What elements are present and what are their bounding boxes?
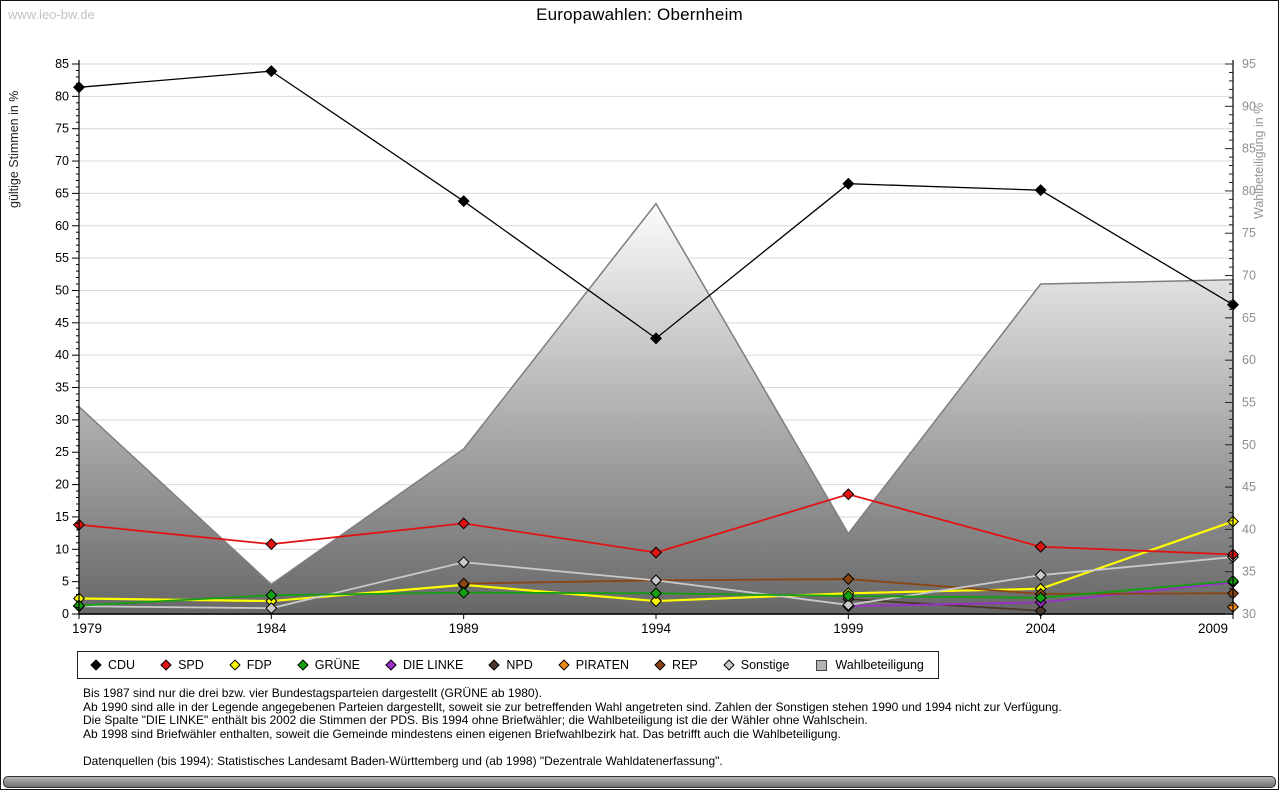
y-left-tick-label: 85 [55,57,69,71]
x-tick-label: 2009 [1197,621,1229,636]
chart-footnotes [83,687,1062,769]
y-right-tick-label: 70 [1242,268,1256,283]
footnote-line: Ab 1990 sind alle in der Legende angegebenen Parteien dargestellt, soweit sie zur betreffenden Wahl angetreten sind. Zahlen der Sonstigen stehen 1990 und 1994 nicht zur Verfügung. [83,699,1062,714]
y-right-tick-label: 30 [1242,607,1256,621]
y-left-tick-label: 75 [55,121,69,136]
legend-diamond-marker [489,659,500,670]
y-right-tick-label: 75 [1242,226,1256,241]
y-left-tick-label: 60 [55,218,69,233]
legend-diamond-marker [90,659,101,670]
legend-item-die-linke [387,658,463,672]
horizontal-scrollbar[interactable] [3,776,1276,788]
x-tick-label: 1984 [256,621,287,636]
legend-label: Sonstige [740,658,790,672]
legend-label: PIRATEN [575,658,630,672]
x-tick-label: 1999 [833,621,864,636]
legend-label: REP [672,658,698,672]
legend-item-fdp [231,658,272,672]
y-left-tick-label: 45 [55,315,69,330]
y-right-tick-label: 45 [1242,480,1256,495]
y-right-tick-label: 55 [1242,395,1256,410]
legend-label: DIE LINKE [402,658,464,672]
legend-item-grüne [299,658,360,672]
y-left-tick-label: 50 [55,283,69,298]
page-title: Europawahlen: Obernheim [536,5,743,24]
y-left-tick-label: 30 [55,412,69,427]
y-left-tick-label: 5 [62,574,69,589]
legend-square-marker [816,660,827,671]
y-left-tick-label: 70 [55,154,69,169]
legend-label: SPD [178,658,204,672]
data-source-line: Datenquellen (bis 1994): Statistisches Landesamt Baden-Württemberg und (ab 1998) "Dezentrale Wahldatenerfassung". [83,754,723,768]
y-right-tick-label: 80 [1242,183,1256,198]
x-tick-label: 1979 [71,621,103,636]
y-left-tick-label: 40 [55,348,69,363]
legend-item-npd [490,658,532,672]
legend-diamond-marker [654,659,665,670]
y-left-tick-label: 65 [55,186,69,201]
legend-label: FDP [246,658,272,672]
legend-item-rep [656,658,698,672]
x-tick-label: 1994 [640,621,672,636]
legend-diamond-marker [723,659,734,670]
y-right-tick-label: 95 [1242,57,1256,71]
y-left-tick-label: 80 [55,89,69,104]
election-line-chart [1,1,1278,645]
left-axis-title: gültige Stimmen in % [7,90,21,208]
y-right-tick-label: 85 [1242,141,1256,156]
footnote-line: Bis 1987 sind nur die drei bzw. vier Bundestagsparteien dargestellt (GRÜNE ab 1980). [83,686,542,700]
legend-label: CDU [108,658,136,672]
legend-diamond-marker [558,659,569,670]
right-axis-title: Wahlbeteiligung in % [1252,102,1266,219]
y-left-tick-label: 55 [55,251,69,266]
legend-item-cdu [92,658,135,672]
watermark: www.leo-bw.de [8,7,95,22]
y-right-tick-label: 50 [1242,437,1256,452]
y-left-tick-label: 0 [62,607,69,621]
x-tick-label: 1989 [448,621,479,636]
chart-legend [77,651,939,679]
y-right-tick-label: 40 [1242,522,1256,537]
legend-label: Wahlbeteiligung [835,658,924,672]
footnote-line: Die Spalte "DIE LINKE" enthält bis 2002 die Stimmen der PDS. Bis 1994 ohne Briefwähler; die Wahlbeteiligung ist die der Wähler ohne Wahlschein. [83,713,868,727]
y-left-tick-label: 10 [55,542,69,557]
legend-label: GRÜNE [314,658,360,672]
y-left-tick-label: 25 [55,445,69,460]
y-left-tick-label: 20 [55,477,69,492]
x-axis [72,614,1233,636]
legend-diamond-marker [385,659,396,670]
legend-item-wahlbeteiligung [816,658,923,672]
legend-item-piraten [560,658,629,672]
legend-item-sonstige [725,658,790,672]
legend-item-spd [162,658,204,672]
legend-diamond-marker [229,659,240,670]
footnote-line: Ab 1998 sind Briefwähler enthalten, soweit die Gemeinde mindestens einen eigenen Briefwahlbezirk hat. Das betrifft auch die Wahlbeteiligung. [83,726,841,741]
left-axis [55,57,79,621]
y-right-tick-label: 65 [1242,310,1256,325]
legend-diamond-marker [160,659,171,670]
y-right-tick-label: 35 [1242,564,1256,579]
y-left-tick-label: 35 [55,380,69,395]
y-right-tick-label: 90 [1242,99,1256,114]
legend-diamond-marker [297,659,308,670]
y-right-tick-label: 60 [1242,353,1256,368]
y-left-tick-label: 15 [55,509,69,524]
x-tick-label: 2004 [1025,621,1056,636]
legend-label: NPD [506,658,533,672]
